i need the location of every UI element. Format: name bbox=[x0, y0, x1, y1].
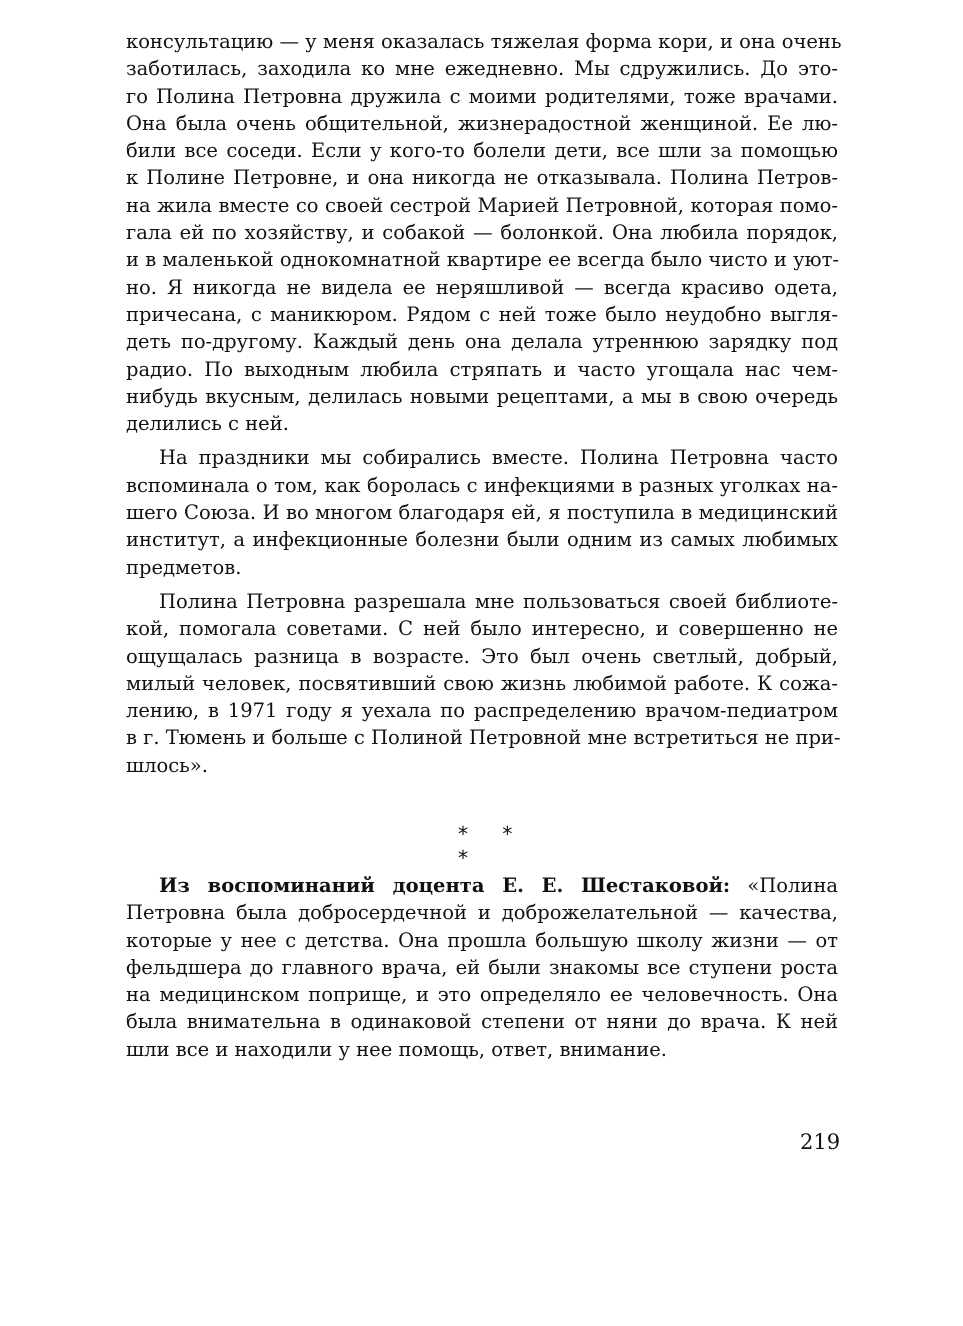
text-line: консультацию — у меня оказалась тяжелая форма кори, и она очень bbox=[126, 30, 842, 53]
text-line: деть по-другому. Каждый день она делала утреннюю зарядку под bbox=[126, 330, 838, 354]
page-body bbox=[126, 28, 842, 786]
text-line: На праздники мы собирались вместе. Полина Петровна часто bbox=[159, 446, 838, 470]
text-line: в г. Тюмень и больше с Полиной Петровной мне встретиться не при- bbox=[126, 726, 841, 750]
page-number: 219 bbox=[800, 1130, 841, 1154]
section-separator: * * * bbox=[458, 822, 527, 870]
paragraph-1 bbox=[126, 28, 842, 437]
text-line: били все соседи. Если у кого-то болели дети, все шли за помощью bbox=[126, 139, 838, 163]
text-line: Она была очень общительной, жизнерадостной женщиной. Ее лю- bbox=[126, 111, 838, 135]
text-line: шли все и находили у нее помощь, ответ, внимание. bbox=[126, 1037, 667, 1061]
text-line: радио. По выходным любила стряпать и часто угощала нас чем- bbox=[126, 357, 838, 381]
memoir-paragraph bbox=[126, 872, 838, 1063]
text-line: заботилась, заходила ко мне ежедневно. Мы сдружились. До это- bbox=[126, 57, 838, 81]
text-line: гала ей по хозяйству, и собакой — болонкой. Она любила порядок, bbox=[126, 221, 838, 245]
text-line: и в маленькой однокомнатной квартире ее всегда было чисто и уют- bbox=[126, 248, 839, 272]
text-line: ощущалась разница в возрасте. Это был очень светлый, добрый, bbox=[126, 644, 838, 668]
text-line: но. Я никогда не видела ее неряшливой — всегда красиво одета, bbox=[126, 275, 838, 299]
paragraph-2 bbox=[126, 444, 838, 580]
text-line: го Полина Петровна дружила с моими родителями, тоже врачами. bbox=[126, 84, 838, 108]
text-line: фельдшера до главного врача, ей были знакомы все ступени роста bbox=[126, 955, 838, 979]
text-line: милый человек, посвятивший свою жизнь любимой работе. К сожа- bbox=[126, 671, 838, 695]
text-line: которые у нее с детства. Она прошла большую школу жизни — от bbox=[126, 928, 838, 952]
text-line: к Полине Петровне, и она никогда не отказывала. Полина Петров- bbox=[126, 166, 838, 190]
text-line: была внимательна в одинаковой степени от няни до врача. К ней bbox=[126, 1010, 838, 1034]
memoir-first-line bbox=[126, 872, 838, 899]
text-line: причесана, с маникюром. Рядом с ней тоже было неудобно выгля- bbox=[126, 302, 838, 326]
memoir-quote-start: «Полина bbox=[730, 874, 838, 897]
text-line: предметов. bbox=[126, 555, 242, 579]
text-line: вспоминала о том, как боролась с инфекциями в разных уголках на- bbox=[126, 473, 838, 497]
text-line: Полина Петровна разрешала мне пользоваться своей библиоте- bbox=[159, 589, 838, 613]
text-line: шего Союза. И во многом благодаря ей, я поступила в медицинский bbox=[126, 501, 838, 525]
text-line: кой, помогала советами. С ней было интересно, и совершенно не bbox=[126, 617, 838, 641]
text-line: лению, в 1971 году я уехала по распределению врачом-педиатром bbox=[126, 699, 838, 723]
memoir-attribution: Из воспоминаний доцента Е. Е. Шестаковой: bbox=[159, 874, 731, 897]
text-line: делились с ней. bbox=[126, 412, 289, 436]
paragraph-3 bbox=[126, 588, 841, 779]
text-line: на медицинском поприще, и это определяло ее человечность. Она bbox=[126, 983, 838, 1007]
text-line: институт, а инфекционные болезни были одним из самых любимых bbox=[126, 528, 838, 552]
text-line: шлось». bbox=[126, 753, 208, 777]
text-line: нибудь вкусным, делилась новыми рецептами, а мы в свою очередь bbox=[126, 384, 838, 408]
text-line: Петровна была добросердечной и доброжелательной — качества, bbox=[126, 901, 838, 925]
text-line: на жила вместе со своей сестрой Марией Петровной, которая помо- bbox=[126, 193, 838, 217]
